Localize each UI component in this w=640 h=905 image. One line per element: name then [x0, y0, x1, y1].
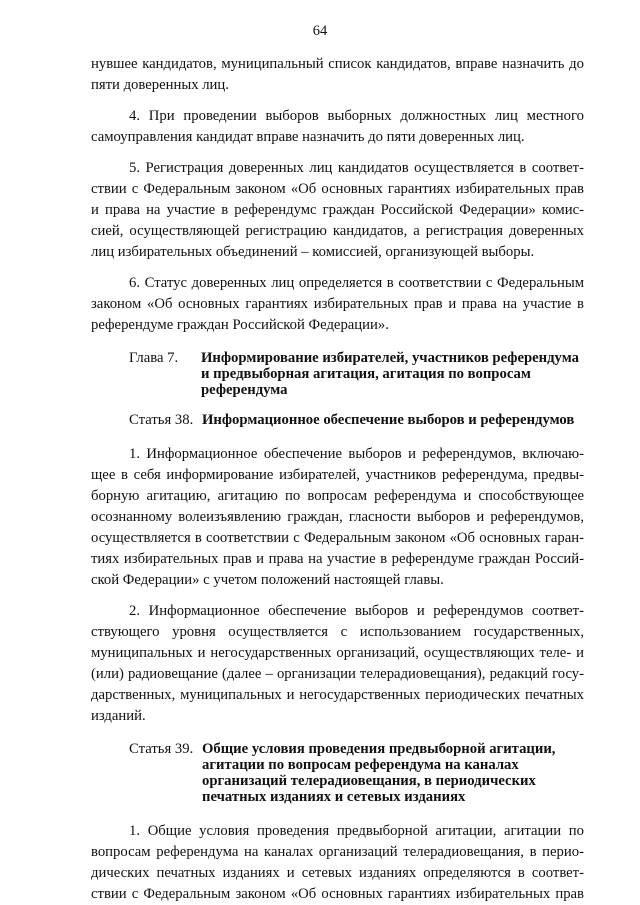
- text-line: осуществляется в соответствии с Федеральным законом «Об основных гаран-: [91, 530, 584, 546]
- text-line: пяти доверенных лиц.: [91, 77, 229, 93]
- article-39-heading: [91, 741, 584, 805]
- text-line: дарственных, муниципальных и негосударственных периодических печатных: [91, 687, 584, 703]
- article-38-heading: [91, 412, 584, 428]
- text-line: борную агитацию, агитацию по вопросам референдума и способствующее: [91, 488, 584, 504]
- heading-line: Информационное обеспечение выборов и референдумов: [202, 412, 575, 428]
- text-line: лиц избирательных объединений – комиссией, организующей выборы.: [91, 244, 535, 260]
- text-line: вопросам референдума на каналах организаций телерадиовещания, в перио-: [91, 844, 584, 860]
- heading-line: Информирование избирателей, участников референдума: [201, 350, 579, 366]
- text-line: ствии с Федеральным законом «Об основных гарантиях избирательных прав: [91, 181, 584, 197]
- heading-line: референдума: [201, 382, 288, 398]
- article-label: Статья 39.: [129, 741, 194, 757]
- paragraph-6: [91, 273, 584, 336]
- paragraph-5: [91, 158, 584, 263]
- heading-line: Общие условия проведения предвыборной агитации,: [202, 741, 556, 757]
- article-label: Статья 38.: [129, 412, 194, 428]
- page-content: [91, 54, 584, 905]
- text-line: дических печатных изданиях и сетевых изданиях определяются в соответ-: [91, 865, 584, 881]
- heading-line: печатных изданиях и сетевых изданиях: [202, 789, 466, 805]
- text-line: тиях избирательных прав и права на участие в референдуме граждан Россий-: [91, 551, 584, 567]
- text-line: самоуправления кандидат вправе назначить до пяти доверенных лиц.: [91, 129, 525, 145]
- text-line: законом «Об основных гарантиях избирательных прав и права на участие в: [91, 296, 584, 312]
- text-line: нувшее кандидатов, муниципальный список кандидатов, вправе назначить до: [91, 56, 584, 72]
- text-line: 1. Информационное обеспечение выборов и референдумов, включаю-: [129, 446, 584, 462]
- text-line: референдуме граждан Российской Федерации».: [91, 317, 389, 333]
- text-line: 5. Регистрация доверенных лиц кандидатов осуществляется в соответ-: [129, 160, 584, 176]
- page-number: 64: [312, 23, 328, 39]
- paragraph-4: [91, 106, 584, 148]
- text-line: ствующего уровня осуществляется с использованием государственных,: [91, 624, 584, 640]
- article-39-paragraph-1: [91, 821, 584, 905]
- text-line: 6. Статус доверенных лиц определяется в соответствии с Федеральным: [129, 275, 584, 291]
- chapter-7-heading: [91, 350, 584, 398]
- chapter-label: Глава 7.: [129, 350, 179, 366]
- text-line: щее в себя информирование избирателей, участников референдума, предвы-: [91, 467, 584, 483]
- heading-line: и предвыборная агитация, агитация по вопросам: [201, 366, 531, 382]
- article-38-paragraph-2: [91, 601, 584, 727]
- heading-line: организаций телерадиовещания, в периодических: [202, 773, 536, 789]
- text-line: 4. При проведении выборов выборных должностных лиц местного: [129, 108, 584, 124]
- text-line: ствии с Федеральным законом «Об основных гарантиях избирательных прав: [91, 886, 584, 902]
- paragraph-intro: [91, 54, 584, 96]
- article-38-paragraph-1: [91, 444, 584, 591]
- text-line: изданий.: [91, 708, 146, 724]
- text-line: сией, осуществляющей регистрацию кандидатов, а регистрация доверенных: [91, 223, 584, 239]
- text-line: (или) радиовещание (далее – организации телерадиовещания), редакций госу-: [91, 666, 584, 682]
- heading-line: агитации по вопросам референдума на каналах: [202, 757, 519, 773]
- text-line: осознанному волеизъявлению граждан, гласности выборов и референдумов,: [91, 509, 584, 525]
- text-line: 2. Информационное обеспечение выборов и референдумов соответ-: [129, 603, 584, 619]
- text-line: 1. Общие условия проведения предвыборной агитации, агитации по: [129, 823, 584, 839]
- text-line: ской Федерации» с учетом положений настоящей главы.: [91, 572, 444, 588]
- text-line: и права на участие в референдумс граждан Российской Федерации» комис-: [91, 202, 584, 218]
- text-line: муниципальных и негосударственных организаций, осуществляющих теле- и: [91, 645, 584, 661]
